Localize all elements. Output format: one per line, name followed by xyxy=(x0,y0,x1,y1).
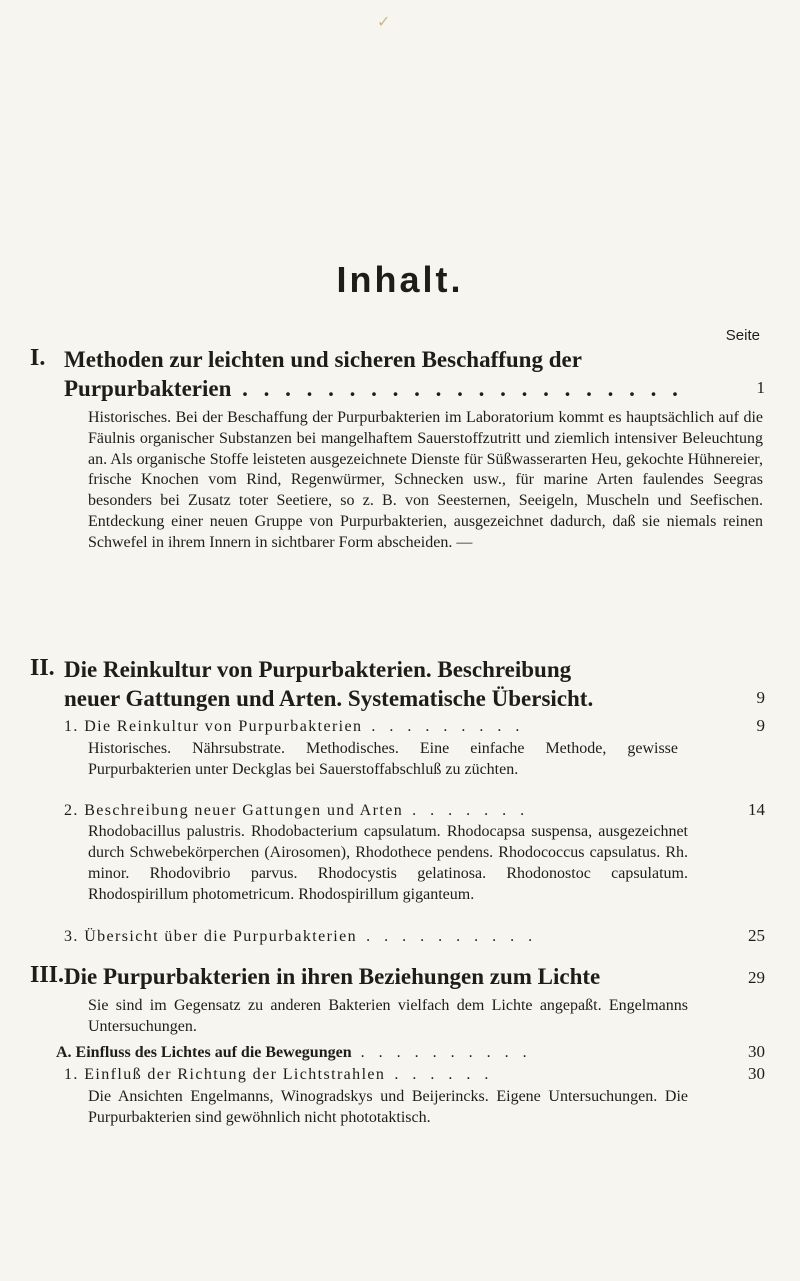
section-heading-line1: Methoden zur leichten und sicheren Beschaffung der xyxy=(64,347,582,372)
section-heading xyxy=(64,345,714,403)
section-page-number: 29 xyxy=(748,968,765,987)
toc-item: 2. Beschreibung neuer Gattungen und Arten . . . . . . . xyxy=(64,802,530,819)
toc-item-page: 30 xyxy=(748,1064,765,1083)
toc-item-page: 25 xyxy=(748,926,765,945)
section-page-number: 9 xyxy=(756,688,765,707)
toc-item-page: 14 xyxy=(748,800,765,819)
toc-item-body: Die Ansichten Engelmanns, Winogradskys und Beijerincks. Eigene Untersuchungen. Die Purpurbakterien sind gewöhnlich nicht phototaktisch. xyxy=(88,1088,688,1126)
section-3 xyxy=(30,962,765,1182)
pencil-check-mark: ✓ xyxy=(377,12,391,31)
section-2 xyxy=(30,655,765,985)
toc-item: 1. Einfluß der Richtung der Lichtstrahlen . . . . . . xyxy=(64,1066,494,1083)
toc-item-page: 9 xyxy=(756,716,765,735)
section-heading-line1: Die Purpurbakterien in ihren Beziehungen zum Lichte xyxy=(64,964,601,989)
toc-item: 1. Die Reinkultur von Purpurbakterien . . . . . . . . . xyxy=(64,718,525,735)
section-heading xyxy=(64,962,754,991)
section-1 xyxy=(30,345,765,645)
section-heading-line1: Die Reinkultur von Purpurbakterien. Beschreibung xyxy=(64,657,572,682)
toc-item-body: Historisches. Nährsubstrate. Methodisches. Eine einfache Methode, gewisse Purpurbakterien unter Deckglas bei Sauerstoffabschluß zu züchten. xyxy=(88,740,678,778)
toc-item: 3. Übersicht über die Purpurbakterien . . . . . . . . . . xyxy=(64,928,538,945)
toc-item-body: Rhodobacillus palustris. Rhodobacterium capsulatum. Rhodocapsa suspensa, ausgezeichnet durch Schwebekörperchen (Airosomen), Rhodothece pendens. Rhodococcus capsulatus. Rh. minor. Rhodovibrio parvus. Rhodocystis gelatinosa. Rhodonostoc capsulatum. Rhodospirillum photometricum. Rhodospirillum giganteum. xyxy=(88,823,688,903)
toc-subsection-page: 30 xyxy=(748,1042,765,1061)
section-body: Sie sind im Gegensatz zu anderen Bakterien vielfach dem Lichte angepaßt. Engelmanns Untersuchungen. xyxy=(88,997,688,1035)
section-heading xyxy=(64,655,754,713)
section-numeral: I. xyxy=(30,345,46,371)
section-heading-line2: neuer Gattungen und Arten. Systematische Übersicht. xyxy=(64,686,594,711)
toc-subsection: A. Einfluss des Lichtes auf die Bewegungen . . . . . . . . . . xyxy=(56,1044,532,1061)
section-page-number: 1 xyxy=(756,378,765,397)
page-title: Inhalt. xyxy=(336,259,464,300)
section-heading-line2: Purpurbakterien . . . . . . . . . . . . . . . . . . . . . xyxy=(64,376,683,401)
page-column-label: Seite xyxy=(725,327,760,344)
section-numeral: III. xyxy=(30,962,65,988)
section-numeral: II. xyxy=(30,655,55,681)
section-body: Historisches. Bei der Beschaffung der Purpurbakterien im Laboratorium kommt es hauptsächlich auf die Fäulnis organischer Substanzen bei mangelhaftem Sauerstoffzutritt und ziemlich intensiver Beleuchtung an. Als organische Stoffe leisteten ausgezeichnete Dienste für Süßwasserarten Heu, gekochte Hühnereier, frische Knochen vom Rind, Regenwürmer, Schnecken usw., für marine Arten faulendes Seegras besonders bei Zusatz toter Seetiere, so z. B. von Seesternen, Seeigeln, Muscheln und Seefischen. Entdeckung einer neuen Gruppe von Purpurbakterien, ausgezeichnet dadurch, daß sie niemals reinen Schwefel in ihrem Innern in sichtbarer Form abscheiden. — xyxy=(88,409,763,551)
